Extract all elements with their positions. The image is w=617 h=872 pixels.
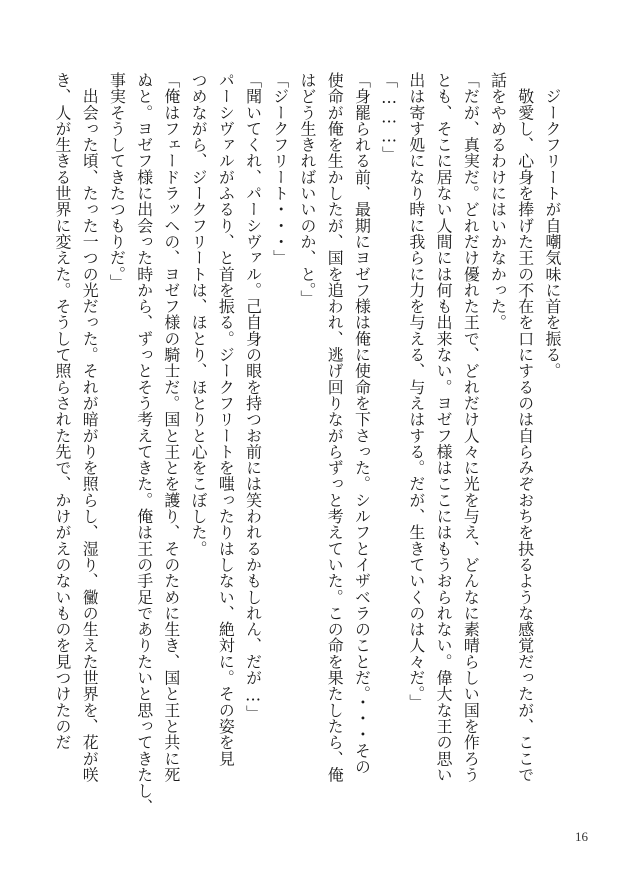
text-line: 使命が俺を生かしたが、国を追われ、逃げ回りながらずっと考えていた。この命を果たしたら、俺 [325,72,345,783]
text-line: 「俺はフェードラッヘの、ヨゼフ様の騎士だ。国と王とを護り、そのために生き、国と王と共に死 [161,72,181,783]
vertical-text-body [50,72,562,815]
text-line: 敬愛し、心身を捧げた王の不在を口にするのは自らみぞおちを抉るような感覚だったが、ここで [515,72,535,783]
text-line: パーシヴァルがふるり、と首を振る。ジークフリートを嗤ったりはしない、絶対に。その姿を見 [216,72,236,767]
text-line: 出は寄す処になり時に我らに力を与える、与えはする。だが、生きていくのは人々だ。」 [406,72,426,711]
text-line: 「………」 [379,72,399,163]
text-line: つめながら、ジークフリートは、ほとり、ほとりと心をこぼした。 [189,72,209,557]
text-line: 「ジークフリート・・・」 [270,72,290,266]
page-number: 16 [575,829,588,844]
text-line: とも、そこに居ない人間には何も出来ない。ヨゼフ様はここにはもうおられない。偉大な王の思い [434,72,454,783]
text-line: ぬと。ヨゼフ様に出会った時から、ずっとそう考えてきた。俺は王の手足でありたいと思ってきたし、 [134,72,154,815]
text-line: はどう生きればいいのか、と。」 [297,72,317,307]
text-line: 「聞いてくれ、パーシヴァル。己自身の眼を持つお前には笑われるかもしれん、だが…」 [243,72,263,722]
text-line: 「身罷られる前、最期にヨゼフ様は俺に使命を下さった。シルフとイザベラのことだ。・・・その [352,72,372,775]
text-line: 事実そうしてきたつもりだ。」 [107,72,127,291]
text-line: 「だが、真実だ。どれだけ優れた王で、どれだけ人々に光を与え、どんなに素晴らしい国を作ろう [461,72,481,783]
text-line: ジークフリートが自嘲気味に首を振る。 [542,72,562,379]
text-line: き、人が生きる世界に変えた。そうして照らされた先で、かけがえのないものを見つけたのだ [53,72,72,751]
text-line: 話をやめるわけにはいかなかった。 [488,72,508,331]
text-line: 出会った頃、たった一つの光だった。それが暗がりを照らし、湿り、黴の生えた世界を、花が咲 [80,72,100,783]
